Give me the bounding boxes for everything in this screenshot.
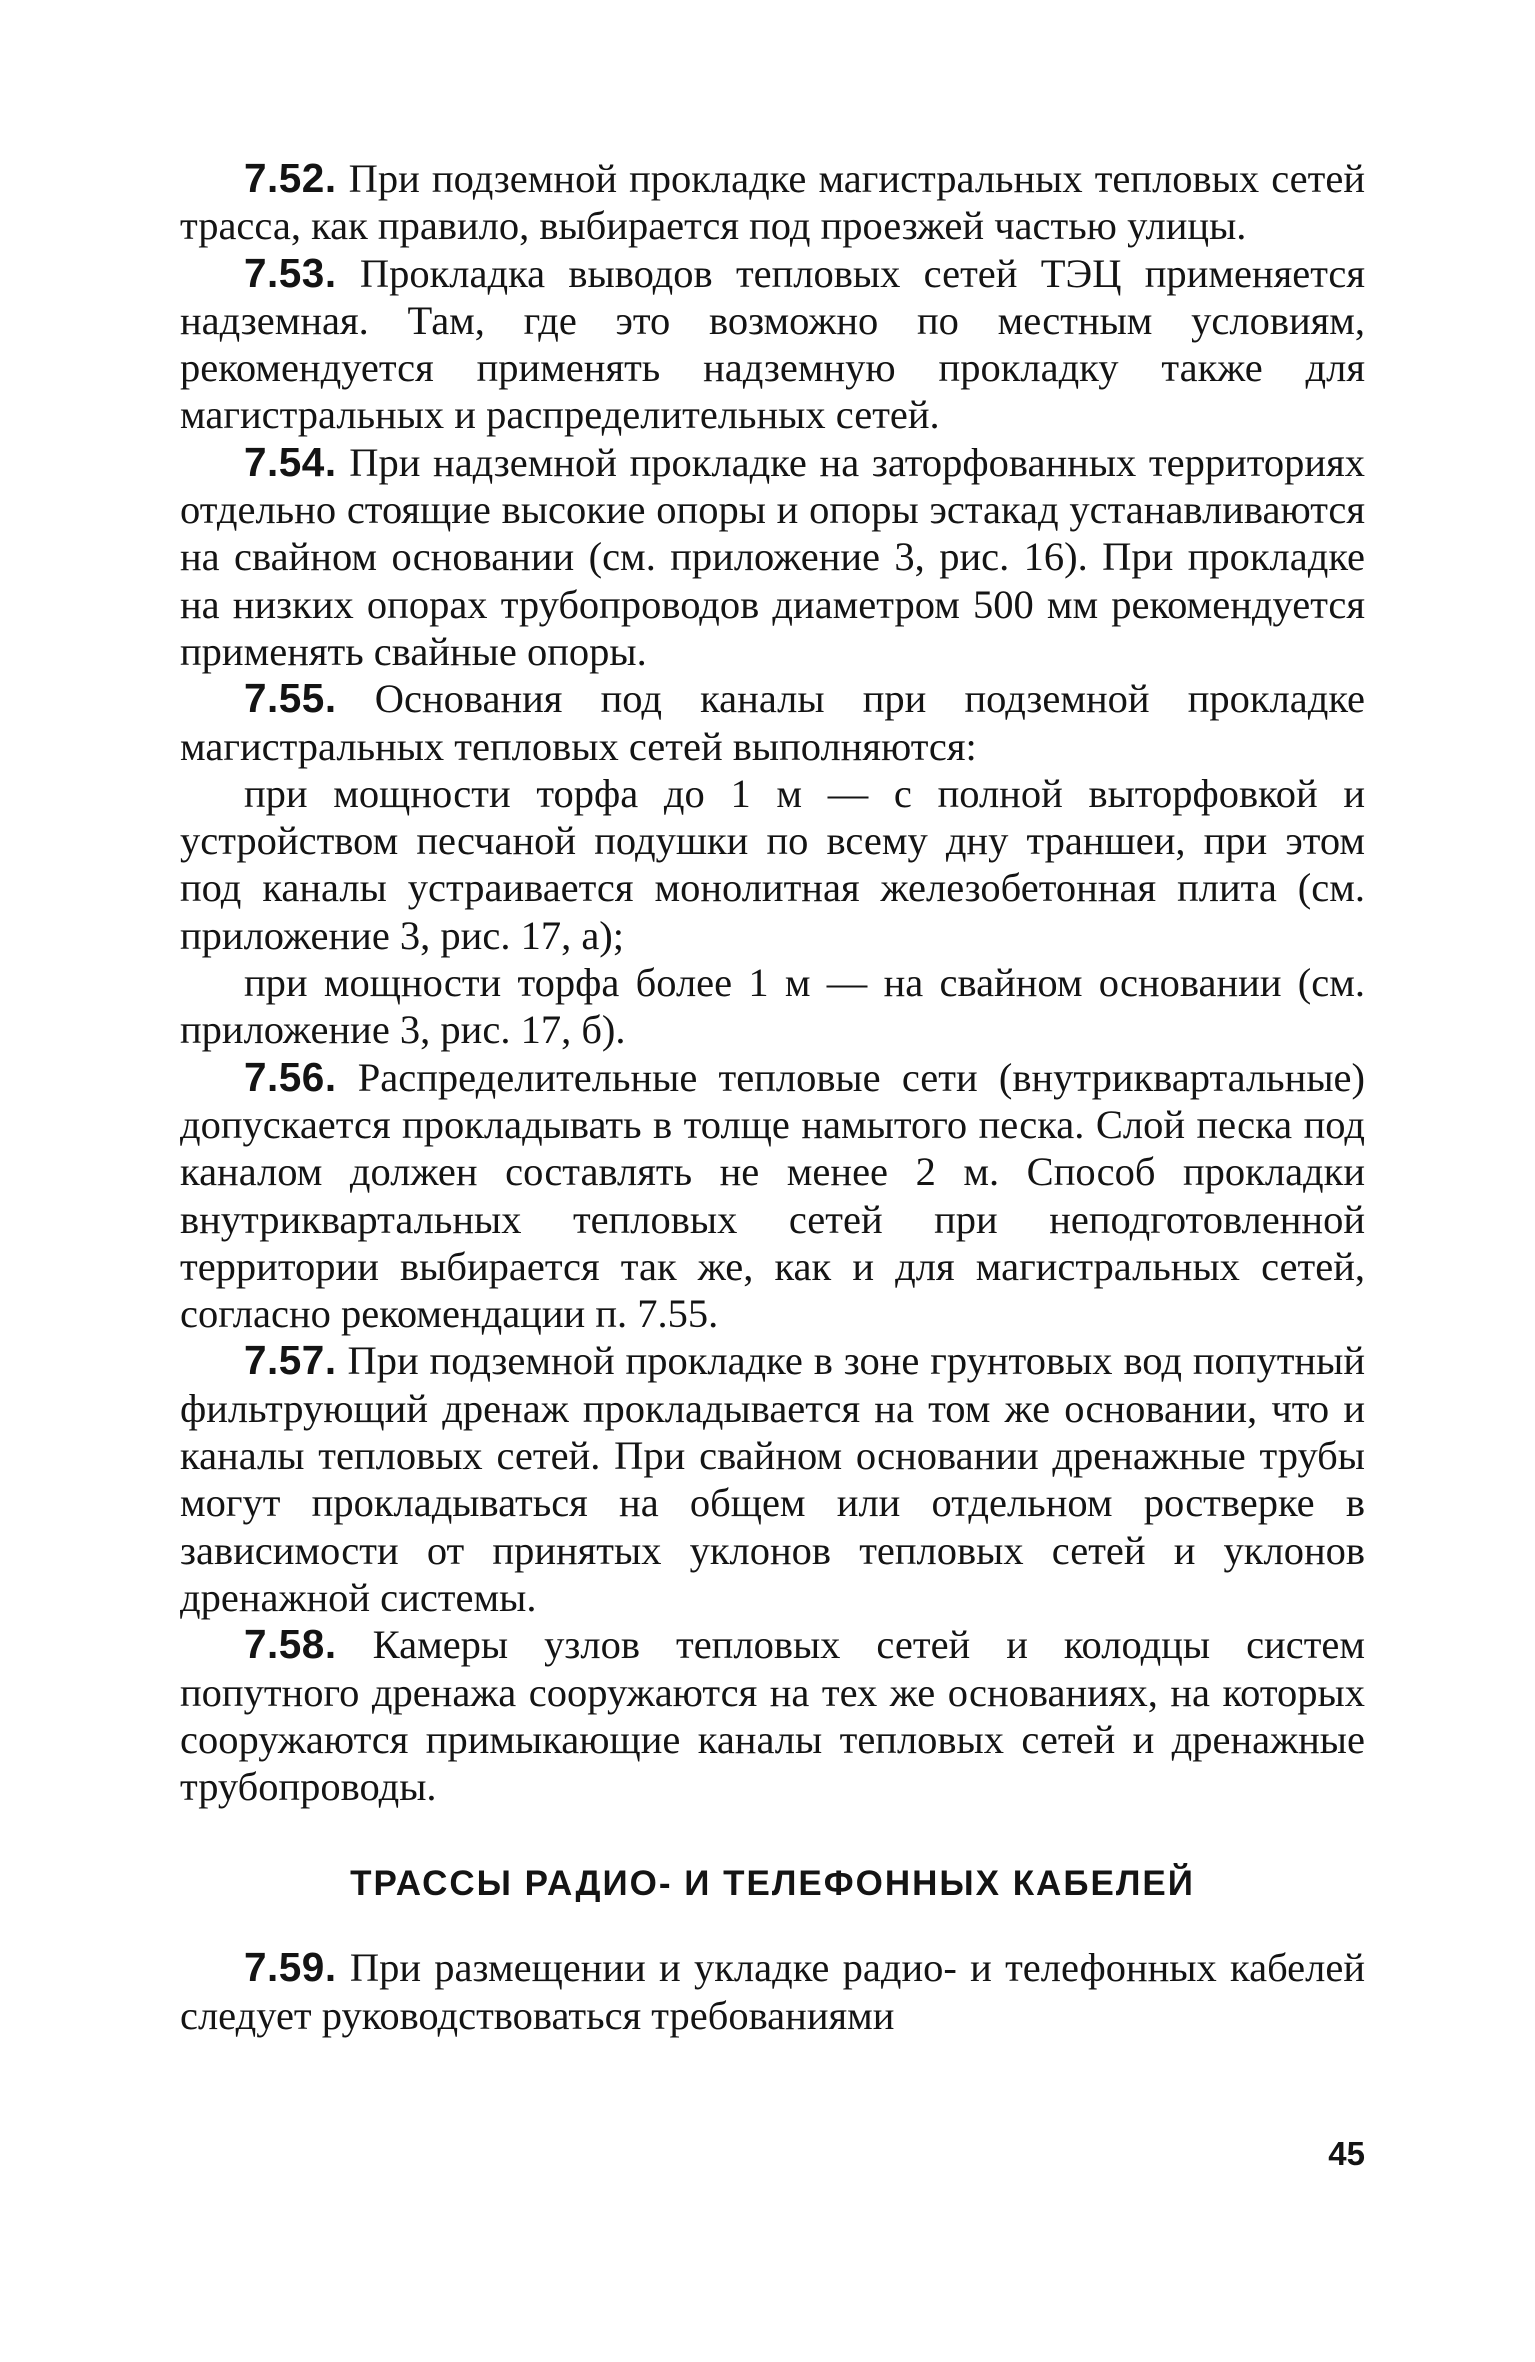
paragraph-7-55-item-2: при мощности торфа более 1 м — на свайном основании (см. приложение 3, рис. 17, б). xyxy=(180,960,1365,1053)
paragraph-7-55-item-1: при мощности торфа до 1 м — с полной выторфовкой и устройством песчаной подушки по всему дну траншеи, при этом под каналы устраивается монолитная железобетонная плита (см. приложение 3, рис. 17, а); xyxy=(180,770,1365,958)
paragraph-7-56: 7.56. Распределительные тепловые сети (внутриквартальные) допускается прокладывать в толще намытого песка. Слой песка под каналом должен составлять не менее 2 м. Способ прокладки внутриквартальных тепловых сетей при неподготовленной территории выбирается так же, как и для магистральных сетей, согласно рекомендации п. 7.55. xyxy=(180,1053,1366,1337)
paragraph-7-58: 7.58. Камеры узлов тепловых сетей и колодцы систем попутного дренажа сооружаются на тех же основаниях, на которых сооружаются примыкающие каналы тепловых сетей и дренажные трубопроводы. xyxy=(180,1621,1366,1810)
paragraph-7-57: 7.57. При подземной прокладке в зоне грунтовых вод попутный фильтрующий дренаж прокладывается на том же основании, что и каналы тепловых сетей. При свайном основании дренажные трубы могут прокладываться на общем или отдельном ростверке в зависимости от принятых уклонов тепловых сетей и уклонов дренажной системы. xyxy=(180,1337,1365,1620)
paragraph-7-55: 7.55. Основания под каналы при подземной прокладке магистральных тепловых сетей выполняются: xyxy=(180,675,1366,769)
paragraph-7-54: 7.54. При надземной прокладке на заторфованных территориях отдельно стоящие высокие опоры и опоры эстакад устанавливаются на свайном основании (см. приложение 3, рис. 16). При прокладке на низких опорах трубопроводов диаметром 500 мм рекомендуется применять свайные опоры. xyxy=(180,438,1365,674)
paragraph-7-52: 7.52. При подземной прокладке магистральных тепловых сетей трасса, как правило, выбирается под проезжей частью улицы. xyxy=(180,155,1365,249)
paragraph-7-53: 7.53. Прокладка выводов тепловых сетей ТЭЦ применяется надземная. Там, где это возможно по местным условиям, рекомендуется применять надземную прокладку также для магистральных и распределительных сетей. xyxy=(180,249,1366,438)
paragraph-7-59: 7.59. При размещении и укладке радио- и телефонных кабелей следует руководствоваться требованиями xyxy=(180,1944,1365,2038)
section-heading: ТРАССЫ РАДИО- И ТЕЛЕФОННЫХ КАБЕЛЕЙ xyxy=(350,1864,1195,1904)
page-body xyxy=(180,155,1365,2039)
page-number: 45 xyxy=(1328,2135,1365,2172)
